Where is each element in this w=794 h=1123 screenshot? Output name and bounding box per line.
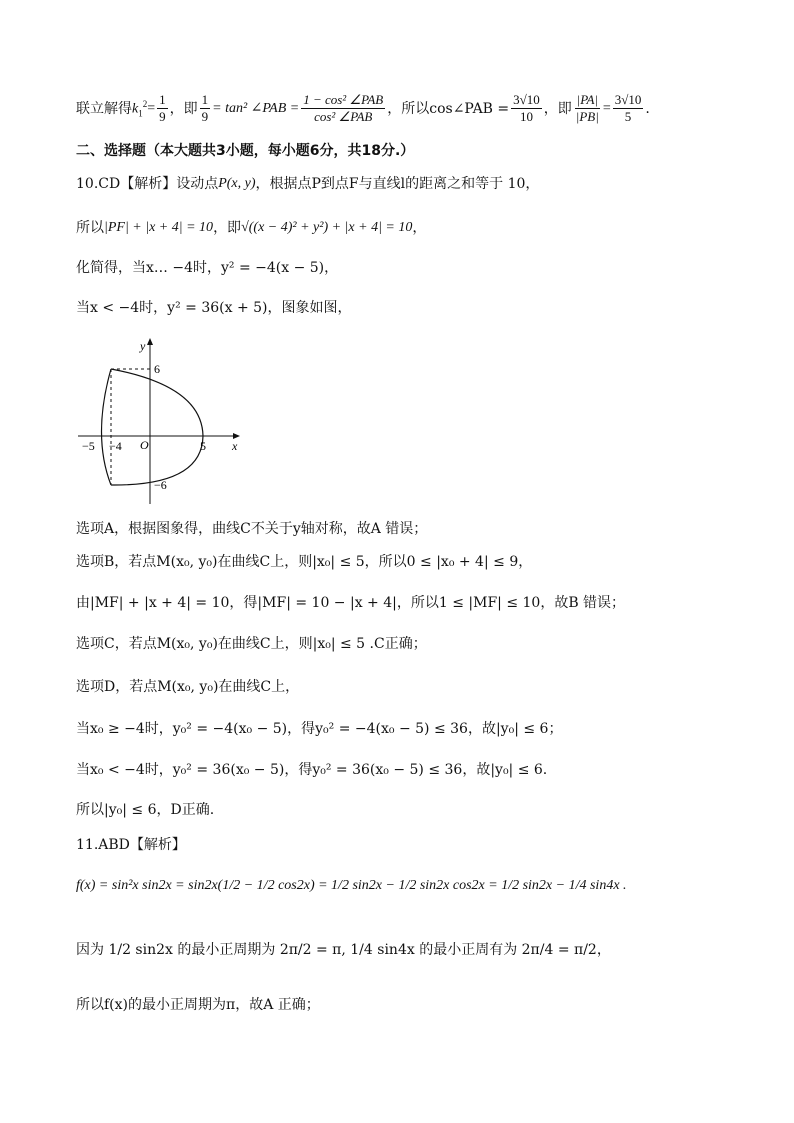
eq: = — [147, 100, 156, 116]
option-d-line-2: 当x₀ ≥ −4时，y₀² = −4(x₀ − 5)，得y₀² = −4(x₀ − 5) ≤ 36，故|y₀| ≤ 6； — [76, 721, 563, 737]
y-axis-arrow — [147, 338, 153, 345]
fraction: $\frac{|PA|}{|PB|}$ — [575, 92, 599, 124]
tick-minus-4: −4 — [109, 439, 122, 453]
period: . — [645, 100, 650, 117]
y-axis-label: y — [140, 339, 146, 353]
left-parabola-curve — [102, 369, 112, 485]
text: ，即 — [169, 100, 198, 117]
option-d-line-4: 所以|y₀| ≤ 6，D正确. — [76, 802, 215, 818]
curve-figure — [72, 336, 252, 508]
tick-minus-5: −5 — [82, 439, 95, 453]
tan-expression: = tan² ∠PAB = — [212, 100, 300, 116]
k-symbol: $k_1^2$ — [132, 98, 148, 119]
x-axis-label: x — [232, 439, 238, 453]
right-parabola-curve — [111, 369, 203, 485]
q11-line-3: 所以f(x)的最小正周期为π，故A 正确； — [76, 997, 320, 1013]
q11-header: 11.ABD【解析】 — [76, 837, 186, 853]
q10-header — [76, 174, 539, 194]
point-p: P(x, y) — [218, 176, 256, 191]
q10-line-2 — [76, 218, 426, 238]
option-a: 选项A，根据图象得，曲线C不关于y轴对称，故A 错误； — [76, 521, 428, 537]
text: 所以 — [76, 220, 104, 236]
text: ，所以cos∠PAB = — [387, 100, 510, 117]
option-c: 选项C，若点M(x₀, y₀)在曲线C上，则|x₀| ≤ 5 .C正确； — [76, 636, 427, 652]
fraction: $\frac{1}{9}$ — [201, 92, 209, 124]
equation: |PF| + |x + 4| = 10 — [104, 220, 214, 235]
tick-6: 6 — [154, 362, 160, 376]
q11-line-1: f(x) = sin²x sin2x = sin2x(1/2 − 1/2 cos2x) = 1/2 sin2x − 1/2 sin2x cos2x = 1/2 sin2x − 1/4 sin4x . — [76, 878, 627, 893]
solution-line-1 — [76, 92, 650, 125]
section-heading: 二、选择题（本大题共3小题，每小题6分，共18分.） — [76, 143, 415, 159]
text: ， — [412, 220, 427, 236]
option-b-line-1: 选项B，若点M(x₀, y₀)在曲线C上，则|x₀| ≤ 5，所以0 ≤ |x₀ + 4| ≤ 9， — [76, 554, 533, 570]
tick-minus-6: −6 — [154, 478, 167, 492]
option-b-line-2: 由|MF| + |x + 4| = 10，得|MF| = 10 − |x + 4|，所以1 ≤ |MF| ≤ 10，故B 错误； — [76, 595, 626, 611]
fraction: $\frac{3√10}{5}$ — [614, 92, 642, 124]
q10-line-4: 当x < −4时，y² = 36(x + 5)，图象如图， — [76, 300, 352, 316]
q10-rest-text: ，根据点P到点F与直线l的距离之和等于 10， — [255, 176, 540, 192]
q11-line-2: 因为 1/2 sin2x 的最小正周期为 2π/2 = π, 1/4 sin4x 的最小正周有为 2π/4 = π/2， — [76, 942, 611, 958]
fraction: $\frac{\text{1 − cos² ∠PAB}}{\text{cos² ∠PAB}}$ — [303, 92, 384, 124]
option-d-line-1: 选项D，若点M(x₀, y₀)在曲线C上， — [76, 679, 300, 695]
fraction: $\frac{3√10}{10}$ — [513, 92, 540, 124]
fraction: $\frac{1}{9}$ — [159, 92, 166, 124]
tick-5: 5 — [200, 439, 206, 453]
q10-head-text: 10.CD【解析】设动点 — [76, 176, 219, 192]
q10-line-3: 化简得，当x… −4时，y² = −4(x − 5)， — [76, 260, 339, 276]
text: 联立解得 — [76, 100, 132, 117]
origin-label: O — [140, 438, 149, 452]
option-d-line-3: 当x₀ < −4时，y₀² = 36(x₀ − 5)，得y₀² = 36(x₀ − 5) ≤ 36，故|y₀| ≤ 6. — [76, 762, 548, 778]
text: ，即 — [213, 220, 242, 236]
equation: √((x − 4)² + y²) + |x + 4| = 10 — [241, 220, 413, 235]
text: ，即 — [543, 100, 572, 117]
eq: = — [602, 100, 611, 116]
